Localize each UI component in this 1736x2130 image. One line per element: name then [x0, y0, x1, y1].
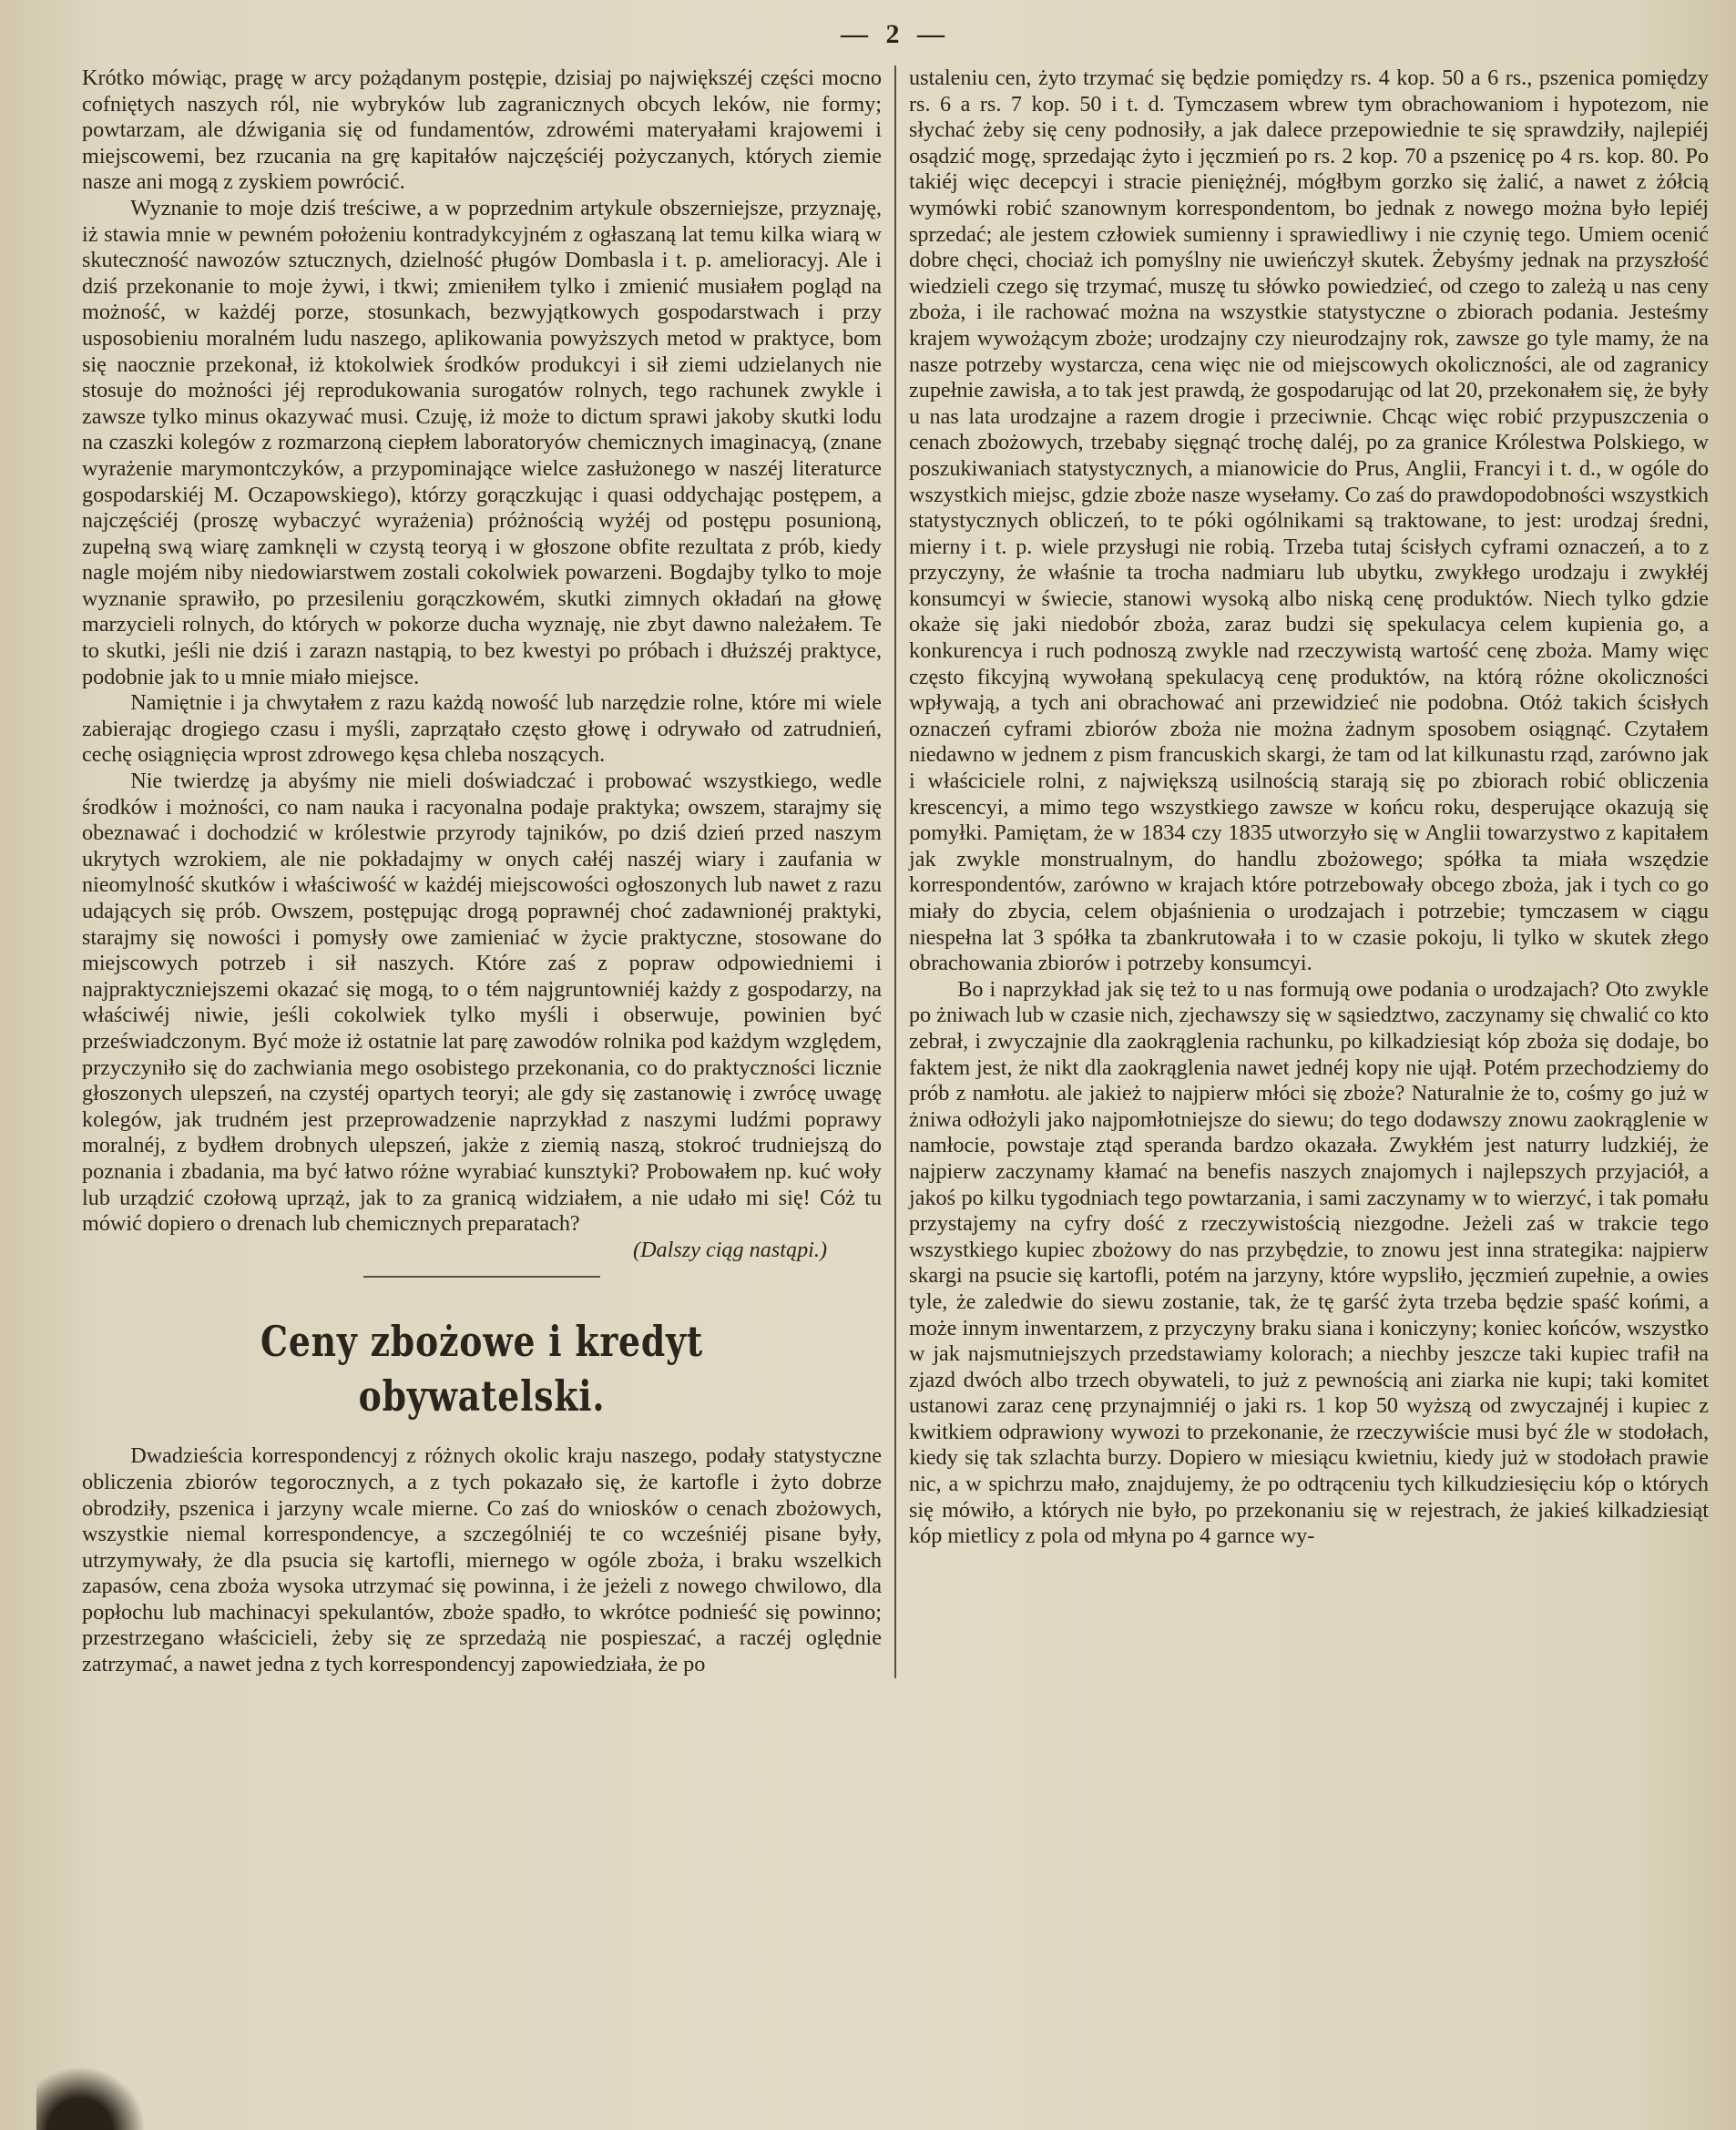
right-column	[894, 66, 1709, 1678]
paragraph: ustaleniu cen, żyto trzymać się będzie pomiędzy rs. 4 kop. 50 a 6 rs., pszenica pomiędzy rs. 6 a rs. 7 kop. 50 i t. d. Tymczasem wbrew tym obrachowaniom i hypotezom, nie słychać żeby się ceny podnosiły, a jak dalece przepowiednie te się sprawdziły, najlepiéj osądzić mogę, sprzedając żyto i jęczmień po rs. 2 kop. 70 a pszenicę po 4 rs. kop. 80. Po takiéj więc decepcyi i stracie pieniężnéj, mógłbym gorzko się żalić, a nawet z żółcią wymówki robić szanownym korrespondentom, bo jednak z nowego można było lepiéj sprzedać; ale jestem człowiek sumienny i sprawiedliwy i nie czynię tego. Umiem ocenić dobre chęci, chociaż ich pomyślny nie uwieńczył skutek. Żebyśmy jednak na przyszłość wiedzieli czego się trzymać, muszę tu słówko powiedzieć, od czego to zależą u nas ceny zboża, i ile rachować można na wszystkie statystyczne o zbiorach podania. Jesteśmy krajem wywożącym zboże; urodzajny czy nieurodzajny rok, zawsze go tyle mamy, że na nasze potrzeby wystarcza, cena więc nie od miejscowych okoliczności, ale od zagranicy zupełnie zawisła, a to tak jest prawdą, że gospodarując od lat 20, przekonałem się, że były u nas lata urodzajne a razem drogie i przeciwnie. Chcąc więc robić przypuszczenia o cenach zbożowych, trzebaby sięgnąć trochę daléj, po za granice Królestwa Polskiego, w poszukiwaniach statystycznych, a mianowicie do Prus, Anglii, Francyi i t. d., w ogóle do wszystkich miejsc, gdzie zboże nasze wysełamy. Co zaś do prawdopodobności wszystkich statystycznych obliczeń, to te póki ogólnikami są traktowane, to jest: urodzaj średni, mierny i t. p. wiele przysługi nie robią. Trzeba tutaj ścisłych cyframi oznaczeń, a to z przyczyny, że właśnie ta trocha nadmiaru lub ubytku, zwykłego urodzaju i zwykłéj konsumcyi w świecie, stanowi wysoką albo niską cenę produktów. Niech tylko gdzie okaże się jaki niedobór zboża, zaraz budzi się spekulacya celem kupienia go, a konkurencya i ruch podnoszą zwykle nad rzeczywistą wartość cenę zboża. Mamy więc często fikcyjną wywołaną spekulacyą cenę produktów, na którą różne okoliczności wpływają, a tych ani obrachować ani przewidzieć nie podobna. Otóż takich ścisłych oznaczeń cyframi zbiorów zboża nie można żadnym sposobem osiągnąć. Czytałem niedawno w jednem z pism francuskich skargi, że tam od lat kilkunastu rząd, zarówno jak i właściciele rolni, z największą usilnością starają się po zbiorach robić obliczenia krescencyi, a mimo tego wszystkiego zawsze w końcu roku, desperujące okazują się pomyłki. Pamiętam, że w 1834 czy 1835 utworzyło się w Anglii towarzystwo z kapitałem jak zwykle monstrualnym, do handlu zbożowego; spółka ta miała wszędzie korrespondentów, zarówno w krajach które potrzebowały obcego zboża, jak i tych co go miały do zbycia, celem objaśnienia o urodzajach i potrzebie; tymczasem w ciągu niespełna lat 3 spółka ta zbankrutowała i to w czasie pokoju, li tylko w skutek złego obrachowania zbiorów i potrzeby konsumcyi.	[909, 66, 1709, 976]
paragraph: Krótko mówiąc, pragę w arcy pożądanym postępie, dzisiaj po największéj części mocno cofniętych naszych ról, nie wybryków lub zagranicznych obcych leków, nie formy; powtarzam, ale dźwigania się od fundamentów, zdrowémi materyałami krajowemi i miejscowemi, bez rzucania na grę kapitałów najczęściéj pożyczanych, których ziemie nasze ani mogą z zyskiem powrócić.	[82, 66, 882, 195]
two-column-body	[82, 66, 1709, 1678]
paragraph: Bo i naprzykład jak się też to u nas formują owe podania o urodzajach? Oto zwykle po żniwach lub w czasie nich, zjechawszy się w sąsiedztwo, zaczynamy się chwalić co kto zebrał, i zwyczajnie dla zaokrąglenia rachunku, po kilkadziesiąt kóp zboża się dodaje, bo faktem jest, że nikt dla zaokrąglenia nawet jednéj kopy nie ujął. Potém przechodziemy do prób z namłotu. ale jakież to najpierw młóci się zboże? Naturalnie że to, cośmy go już w żniwa odłożyli jako najpomłotniejsze do siewu; do tego dodawszy znowu zaokrąglenie w namłocie, powstaje ztąd speranda bardzo okazała. Zwykłém jest naturry ludzkiéj, że najpierw zaczynamy kłamać na benefis naszych znajomych i najlepszych przyjaciół, a jakoś po kilku tygodniach tego powtarzania, i sami zaczynamy w to wierzyć, i tak pomału przystajemy na cyfry dość z rzeczywistością niezgodne. Jeżeli zaś w trakcie tego wszystkiego kupiec zbożowy do nas przybędzie, to znowu jest inna strategika: najpierw skargi na psucie się kartofli, potém na jarzyny, które wypsliło, jęczmień zupełnie, a owies tyle, że zaledwie do siewu zostanie, tak, że tę garść żyta trzeba będzie spaść końmi, a może innym inwentarzem, z przyczyny braku siana i koniczyny; koniec końców, wszystko w jak najsmutniejszych przedstawiamy kolorach; a niechby jeszcze taki kupiec trafił na zjazd dwóch albo trzech obywateli, to już z pewnością ani ziarka nie kupi; taki komitet ustanowi zaraz cenę przynajmniéj o jaki rs. 1 kop 50 wyższą od zwyczajnéj i kupiec z kwitkiem odprawiony wywozi to przekonanie, że rzeczywiście musi być źle w stodołach, kiedy się tak szlachta burzy. Dopiero w miesiącu kwietniu, kiedy już w stodołach prawie nic, a w spichrzu mało, znajdujemy, że po odtrąceniu tych kilkudziesięciu kóp o których się mówiło, a których nie było, po przekonaniu się w rejestrach, że jakieś kilkadziesiąt kóp mietlicy z pola od młyna po 4 garnce wy-	[909, 976, 1709, 1549]
left-column	[82, 66, 894, 1678]
section-title: Ceny zbożowe i kredyt obywatelski.	[260, 1317, 704, 1422]
paragraph: Namiętnie i ja chwytałem z razu każdą nowość lub narzędzie rolne, które mi wiele zabierając drogiego czasu i myśli, zaprzątało często głowę i odrywało od zatrudnień, cechę osiągnięcia wprost zdrowego kęsa chleba noszących.	[82, 690, 882, 768]
continuation-note: (Dalszy ciąg nastąpi.)	[633, 1237, 827, 1262]
page-corner-stain	[36, 2066, 146, 2130]
page-number: — 2 —	[841, 19, 950, 49]
section-divider	[363, 1276, 600, 1278]
paragraph: Nie twierdzę ja abyśmy nie mieli doświadczać i probować wszystkiego, wedle środków i możności, co nam nauka i racyonalna podaje praktyka; owszem, starajmy się obeznawać i dochodzić w królestwie przyrody tajników, po dziś dzień przed naszym ukrytych wzrokiem, ale nie pokładajmy w onych całéj naszéj wiary i zaufania w nieomylność skutków i właściwość w każdéj miejscowości ogłoszonych lub nawet z razu udających się prób. Owszem, postępując drogą poprawnéj choć zadawnionéj praktyki, starajmy się nowości i pomysły owe zamieniać w życie praktyczne, stosowane do miejscowych potrzeb i sił naszych. Które zaś z popraw odpowiedniemi i najpraktyczniejszemi okazać się mogą, to o tém najgruntowniéj każdy z gospodarzy, na właściwéj niwie, jeśli cokolwiek tylko myśli i obserwuje, powinien być przeświadczonym. Być może iż ostatnie lat parę zawodów rolnika pod każdym względem, przyczyniło się do zachwiania mego osobistego przekonania, co do praktyczności licznie głoszonych ulepszeń, na czystéj opartych teoryi; ale gdy się zastanowię i zwrócę uwagę kolegów, jak trudném jest przeprowadzenie naprzykład z naszymi ludźmi poprawy moralnéj, z bydłem drobnych ulepszeń, jakże z ziemią naszą, stokroć trudniejszą do poznania i zbadania, ma być łatwo różne wyrabiać kunsztyki? Probowałem np. kuć woły lub urządzić czołową uprząż, jak to za granicą widziałem, a nie udało mi się! Cóż tu mówić dopiero o drenach lub chemicznych preparatach?	[82, 769, 882, 1237]
paragraph: Dwadzieścia korrespondencyj z różnych okolic kraju naszego, podały statystyczne obliczenia zbiorów tegorocznych, a z tych pokazało się, że kartofle i żyto dobrze obrodziły, pszenica i jarzyny wcale mierne. Co zaś do wniosków o cenach zbożowych, wszystkie niemal korrespondencye, a szczególniéj te co wcześniéj pisane były, utrzymywały, że dla psucia się kartofli, miernego w ogóle zboża, i braku wszelkich zapasów, cena zboża wysoka utrzymać się powinna, i że jeżeli z nowego chwilowo, dla popłochu lub machinacyi spekulantów, zboże spadło, to wkrótce podnieść się powinno; przestrzegano właścicieli, żeby się ze sprzedażą nie pospieszać, a raczéj oględnie zatrzymać, a nawet jedna z tych korrespondencyj zapowiedziała, że po	[82, 1443, 882, 1677]
paragraph: Wyznanie to moje dziś treściwe, a w poprzednim artykule obszerniejsze, przyznaję, iż stawia mnie w pewném położeniu kontradykcyjném z ogłaszaną lat temu kilka wiarą w skuteczność nawozów sztucznych, dzielność pługów Dombasla i t. p. amelioracyj. Ale i dziś przekonanie to moje żywi, i tkwi; zmieniłem tylko i zmienić musiałem pogląd na możność, w każdéj porze, stosunkach, bezwyjątkowych gospodarstwach i przy usposobieniu moralném ludu naszego, aplikowania powyższych metod w praktyce, bom się naocznie przekonał, iż ktokolwiek środków produkcyi i sił ziemi udzielanych nie stosuje do możności jéj reprodukowania surogatów rolnych, tego rachunek zwykle i zawsze tylko minus okazywać musi. Czuję, iż może to dictum sprawi jakoby skutki lodu na czaszki kolegów z rozmarzoną ciepłem laboratoryów chemicznych imaginacyą, (znane wyrażenie marymontczyków, a przypominające wielce zasłużonego w naszéj literaturce gospodarskiéj M. Oczapowskiego), którzy gorączkując i quasi oddychając postępem, a najczęściéj (proszę wybaczyć wyrażenia) próżnością wyżéj od postępu posunioną, zupełną swą wiarę zamknęli w czystą teoryą i w głoszone obfite rezultata z prób, kiedy nagle mojém niby niedowiarstwem zostali cokolwiek powarzeni. Bogdajby tylko to moje wyznanie sprawiło, po przesileniu gorączkowém, skutki zimnych okładań na głowę marzycieli rolnych, do których w pokorze ducha wyznaję, nie zbyt dawno należałem. Te to skutki, jeśli nie dziś i zarazn nastąpią, to bez kwestyi po próbach i dłuższéj praktyce, podobnie jak to u mnie miało miejsce.	[82, 195, 882, 689]
